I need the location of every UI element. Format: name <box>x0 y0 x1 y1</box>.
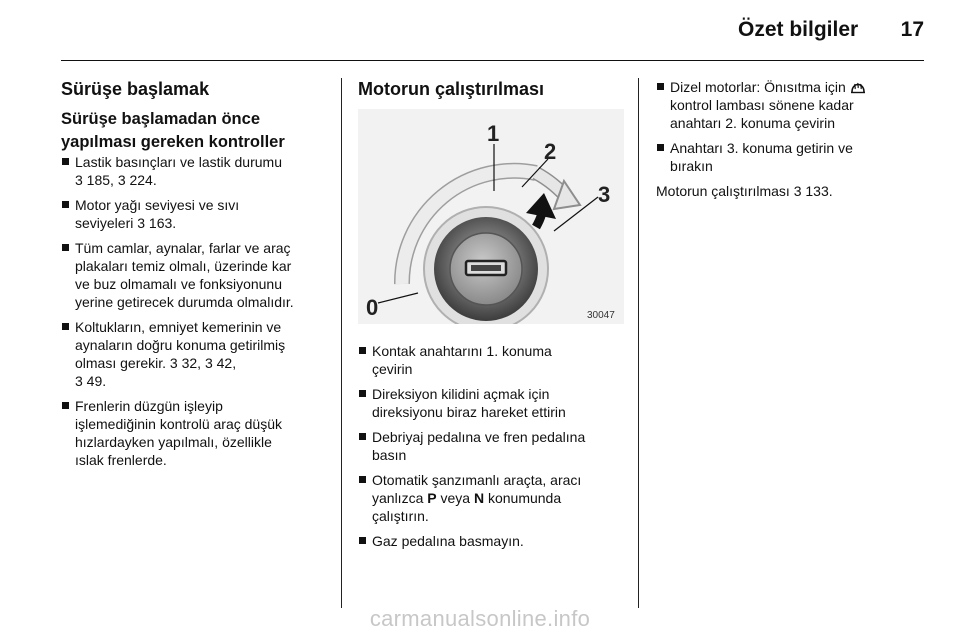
label-position-3: 3 <box>598 182 611 207</box>
item-text: bırakın <box>670 158 713 174</box>
item-text: Otomatik şanzımanlı araçta, aracı <box>372 472 582 488</box>
gear-n: N <box>473 490 485 506</box>
subheading-line-2: yapılması gereken kontroller <box>61 133 285 151</box>
item-text: veya <box>436 490 474 506</box>
watermark: carmanualsonline.info <box>369 606 591 631</box>
item-text: Dizel motorlar: Önısıtma için <box>670 79 850 95</box>
item-text: direksiyonu biraz hareket ettirin <box>372 404 566 420</box>
preheat-icon <box>850 80 866 94</box>
label-position-2: 2 <box>544 139 557 164</box>
step-no-gas <box>358 532 624 550</box>
step-start <box>656 139 926 175</box>
ignition-switch-figure <box>358 109 624 324</box>
item-text: Direksiyon kilidini açmak için <box>372 386 550 402</box>
item-text: yerine getirecek durumda olmalıdır. <box>75 294 294 310</box>
figure-code: 30047 <box>587 310 615 321</box>
item-text: ve buz olmamalı ve fonksiyonunu <box>75 276 282 292</box>
checklist <box>61 153 334 469</box>
checklist-item-tires <box>61 153 334 189</box>
item-text: çalıştırın. <box>372 508 429 524</box>
column-left <box>61 78 334 476</box>
item-text: Gaz pedalına basmayın. <box>372 533 524 549</box>
page-number: 17 <box>900 18 924 41</box>
diesel-steps <box>656 78 926 175</box>
item-text: ıslak frenlerde. <box>75 452 167 468</box>
step-preheat <box>656 78 926 132</box>
item-text: Koltukların, emniyet kemerinin ve <box>75 319 282 335</box>
page-reference-link[interactable]: 3 185, 3 224. <box>75 172 157 188</box>
checklist-item-windows <box>61 239 334 311</box>
checklist-item-brakes <box>61 397 334 469</box>
label-position-0: 0 <box>366 295 379 320</box>
label-position-1: 1 <box>487 121 500 146</box>
item-text: Motor yağı seviyesi ve sıvı <box>75 197 240 213</box>
section-heading: Motorun çalıştırılması <box>358 79 545 99</box>
page-header-title: Özet bilgiler <box>738 18 859 41</box>
step-steering-lock <box>358 385 624 421</box>
key-slot-inner <box>471 265 501 271</box>
column-divider-1 <box>341 78 342 608</box>
cross-reference[interactable]: Motorun çalıştırılması 3 133. <box>656 183 833 199</box>
ignition-switch-illustration <box>358 109 624 324</box>
item-text: Frenlerin düzgün işleyip <box>75 398 223 414</box>
item-text: seviyeleri 3 163. <box>75 215 177 231</box>
subheading-line-1: Sürüşe başlamadan önce <box>61 110 260 128</box>
start-steps <box>358 342 624 550</box>
item-text: yanlızca <box>372 490 428 506</box>
column-divider-2 <box>638 78 639 608</box>
item-text: olması gerekir. 3 32, 3 42, <box>75 355 237 371</box>
item-text: plakaları temiz olmalı, üzerinde kar <box>75 258 292 274</box>
item-text: hızlardayken yapılmalı, özellikle <box>75 434 272 450</box>
step-automatic <box>358 471 624 525</box>
item-text: aynaların doğru konuma getirilmiş <box>75 337 286 353</box>
item-text: çevirin <box>372 361 413 377</box>
column-middle <box>358 78 624 557</box>
item-text: Tüm camlar, aynalar, farlar ve araç <box>75 240 291 256</box>
column-right <box>656 78 926 200</box>
item-text: Lastik basınçları ve lastik durumu <box>75 154 282 170</box>
item-text: basın <box>372 447 407 463</box>
section-heading: Sürüşe başlamak <box>61 79 210 99</box>
header-rule <box>61 60 924 61</box>
checklist-item-seats <box>61 318 334 390</box>
item-text: anahtarı 2. konuma çevirin <box>670 115 835 131</box>
gear-p: P <box>427 490 437 506</box>
item-text: Kontak anahtarını 1. konuma <box>372 343 552 359</box>
checklist-item-oil <box>61 196 334 232</box>
step-pedals <box>358 428 624 464</box>
item-text: Anahtarı 3. konuma getirin ve <box>670 140 853 156</box>
item-text: işlemediğinin kontrolü araç düşük <box>75 416 282 432</box>
step-ignition <box>358 342 624 378</box>
item-text: konumunda <box>484 490 562 506</box>
item-text: 3 49. <box>75 373 107 389</box>
item-text: Debriyaj pedalına ve fren pedalına <box>372 429 586 445</box>
item-text: kontrol lambası sönene kadar <box>670 97 854 113</box>
